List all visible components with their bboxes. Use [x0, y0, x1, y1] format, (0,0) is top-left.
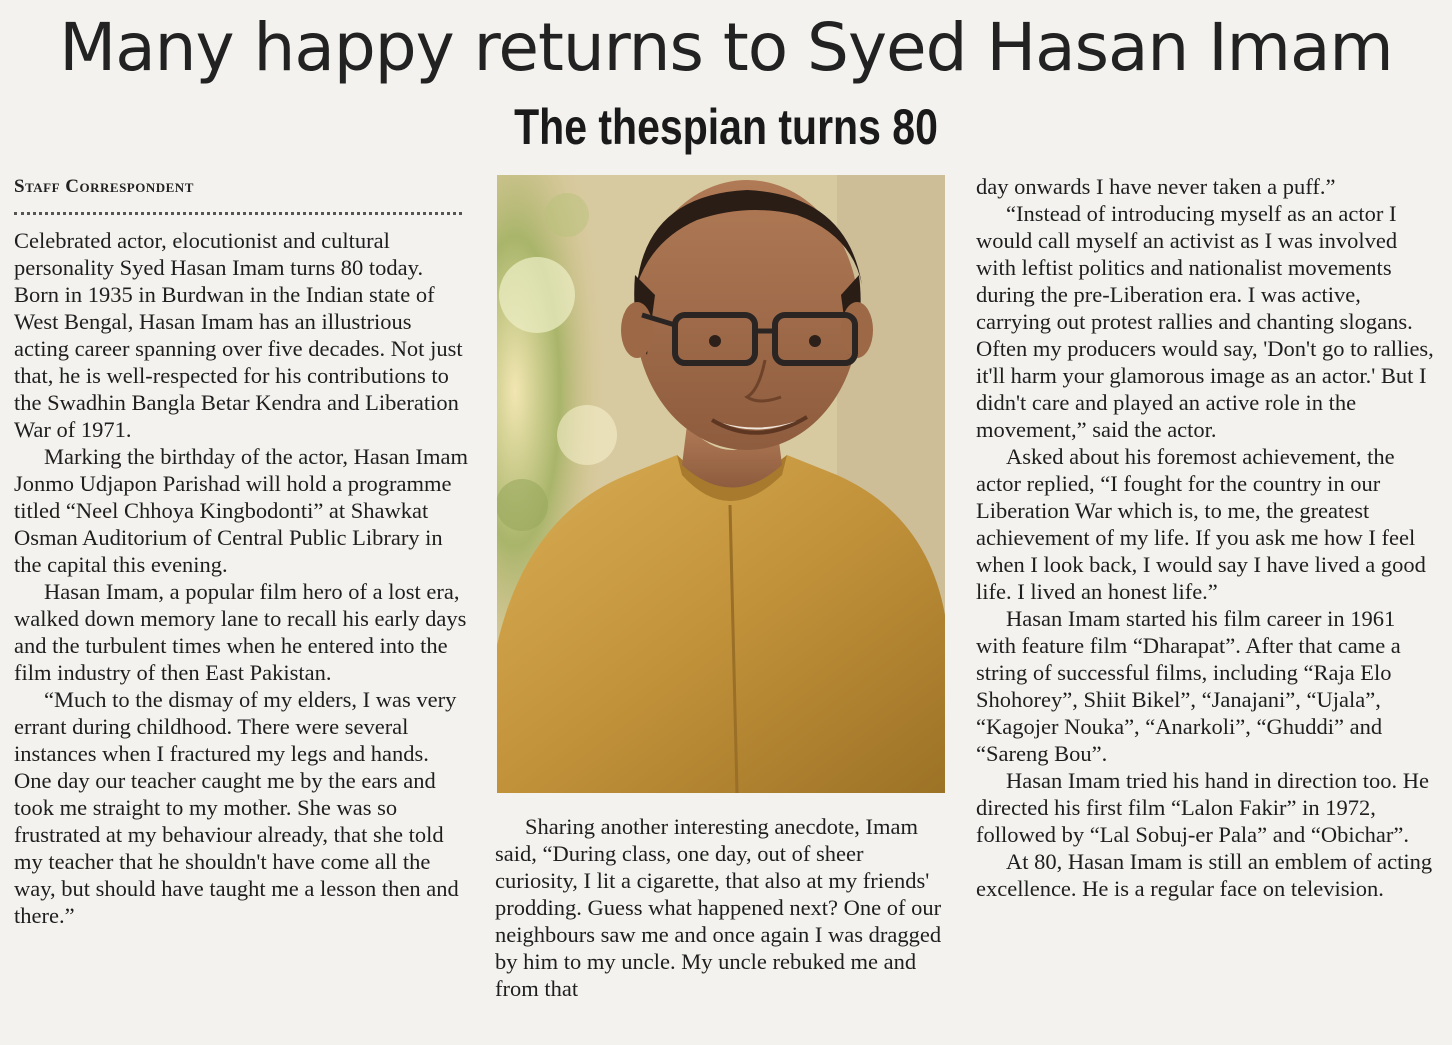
paragraph: day onwards I have never taken a puff.” — [976, 174, 1336, 199]
paragraph: “Much to the dismay of my elders, I was very errant during childhood. There were several instances when I fractured my legs and hands. One day our teacher caught me by the ears and took me straight to my mother. She was so frustrated at my behaviour already, that she told my teacher that he shouldn't have come all the way, but should have taught me a lesson then and there.” — [14, 687, 459, 928]
byline: Staff Correspondent — [14, 176, 194, 197]
article-column-3 — [976, 173, 1434, 902]
headline: Many happy returns to Syed Hasan Imam — [59, 9, 1393, 86]
paragraph: Marking the birthday of the actor, Hasan Imam Jonmo Udjapon Parishad will hold a programme titled “Neel Chhoya Kingbodonti” at Shawkat Osman Auditorium of Central Public Library in the capital this evening. — [14, 444, 468, 577]
paragraph: At 80, Hasan Imam is still an emblem of acting excellence. He is a regular face on television. — [976, 849, 1433, 901]
subheadline: The thespian turns 80 — [514, 99, 938, 155]
paragraph: Hasan Imam started his film career in 1961 with feature film “Dharapat”. After that came a string of successful films, including “Raja Elo Shohorey”, Shiit Bikel”, “Janajani”, “Ujala”, “Kagojer Nouka”, “Anarkoli”, “Ghuddi” and “Sareng Bou”. — [976, 606, 1401, 766]
portrait-photo — [497, 175, 945, 793]
byline-divider — [14, 212, 462, 215]
paragraph: Sharing another interesting anecdote, Imam said, “During class, one day, out of sheer curiosity, I lit a cigarette, that also at my friends' prodding. Guess what happened next? One of our neighbours saw me and once again I was dragged by him to my uncle. My uncle rebuked me and from that — [495, 814, 942, 1001]
article-column-1 — [14, 227, 470, 929]
paragraph: Asked about his foremost achievement, the actor replied, “I fought for the country in our Liberation War which is, to me, the greatest achievement of my life. If you ask me how I feel when I look back, I would say I have lived a good life. I lived an honest life.” — [976, 444, 1426, 604]
article-column-2 — [495, 813, 947, 1002]
paragraph: “Instead of introducing myself as an actor I would call myself an activist as I was involved with leftist politics and nationalist movements during the pre-Liberation era. I was active, carrying out protest rallies and chanting slogans. Often my producers would say, 'Don't go to rallies, it'll harm your glamorous image as an actor.' But I didn't care and played an active role in the movement,” said the actor. — [976, 201, 1434, 442]
paragraph: Celebrated actor, elocutionist and cultural personality Syed Hasan Imam turns 80 today. Born in 1935 in Burdwan in the Indian state of West Bengal, Hasan Imam has an illustrious acting career spanning over five decades. Not just that, he is well-respected for his contributions to the Swadhin Bangla Betar Kendra and Liberation War of 1971. — [14, 228, 463, 442]
paragraph: Hasan Imam, a popular film hero of a lost era, walked down memory lane to recall his early days and the turbulent times when he entered into the film industry of then East Pakistan. — [14, 579, 467, 685]
paragraph: Hasan Imam tried his hand in direction too. He directed his first film “Lalon Fakir” in 1972, followed by “Lal Sobuj-er Pala” and “Obichar”. — [976, 768, 1430, 847]
